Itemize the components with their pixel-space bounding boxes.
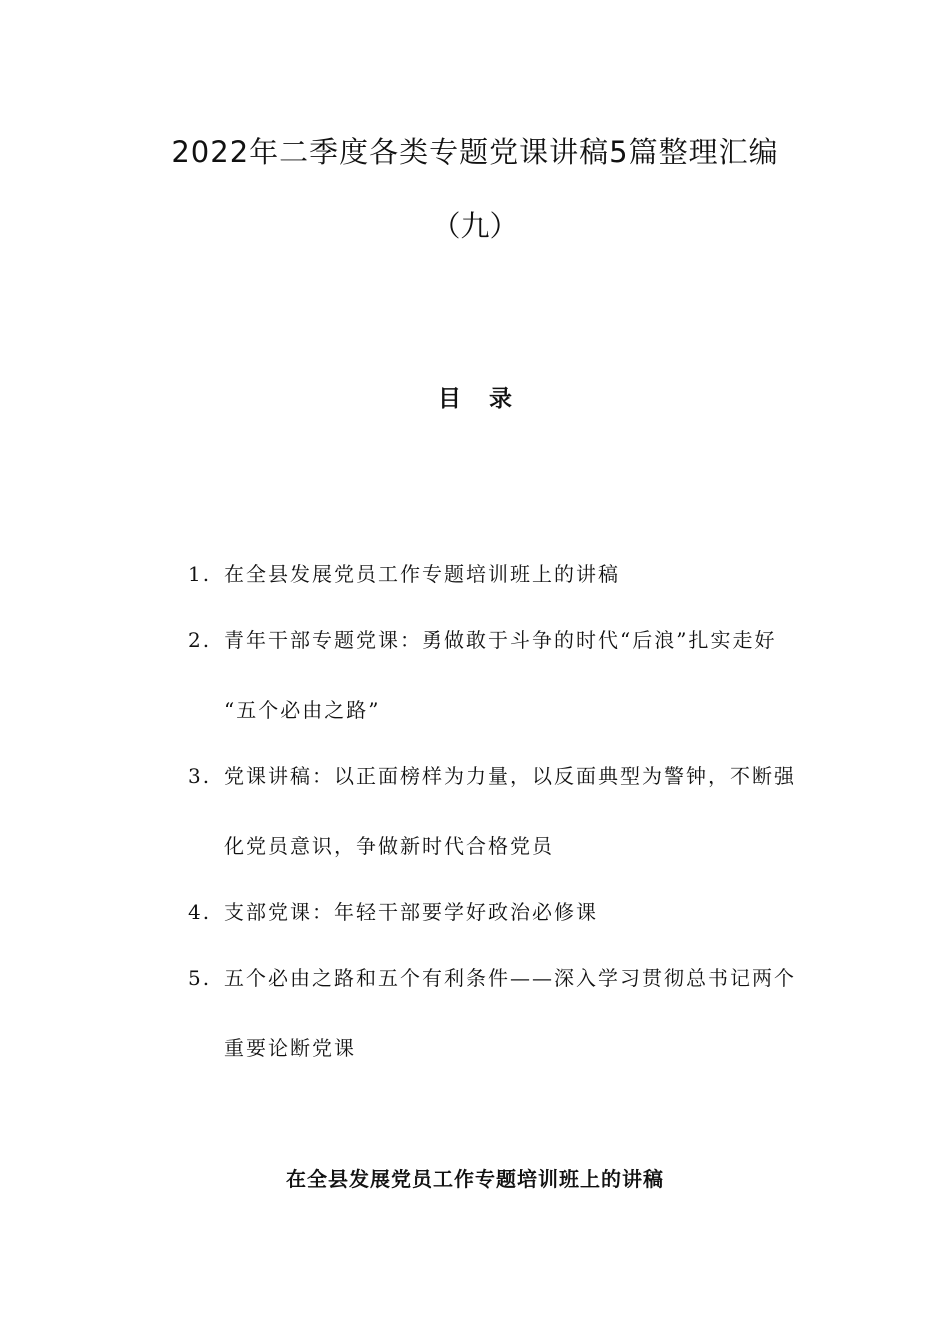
toc-item-number: 4. <box>188 900 212 924</box>
toc-item[interactable] <box>188 759 818 863</box>
toc-item[interactable] <box>188 557 818 591</box>
toc-item-number: 3. <box>188 764 212 788</box>
toc-item-text <box>224 895 818 929</box>
toc-item-text <box>224 961 818 1065</box>
toc-item-text <box>224 557 818 591</box>
section-title: 在全县发展党员工作专题培训班上的讲稿 <box>286 1167 664 1191</box>
toc-item[interactable] <box>188 623 818 727</box>
table-of-contents <box>188 557 818 1065</box>
toc-item-line: 重要论断党课 <box>224 1036 356 1060</box>
document-title-volume: （九） <box>431 209 519 243</box>
toc-item-number: 5. <box>188 966 212 990</box>
toc-item-line: 化党员意识，争做新时代合格党员 <box>224 834 554 858</box>
toc-item[interactable] <box>188 961 818 1065</box>
toc-heading: 目录 <box>438 386 540 412</box>
toc-item-text <box>224 759 818 863</box>
document-title: 2022年二季度各类专题党课讲稿5篇整理汇编 <box>171 135 779 169</box>
toc-item-line: 支部党课：年轻干部要学好政治必修课 <box>224 900 598 924</box>
toc-item-number: 2. <box>188 628 212 652</box>
toc-item-number: 1. <box>188 562 212 586</box>
toc-item-line: 五个必由之路和五个有利条件——深入学习贯彻总书记两个 <box>224 966 796 990</box>
toc-item[interactable] <box>188 895 818 929</box>
toc-item-text <box>224 623 818 727</box>
toc-item-line: 青年干部专题党课：勇做敢于斗争的时代“后浪”扎实走好 <box>224 628 777 652</box>
toc-item-line: 党课讲稿：以正面榜样为力量，以反面典型为警钟，不断强 <box>224 764 796 788</box>
toc-item-line: “五个必由之路” <box>224 698 381 722</box>
toc-item-line: 在全县发展党员工作专题培训班上的讲稿 <box>224 562 620 586</box>
